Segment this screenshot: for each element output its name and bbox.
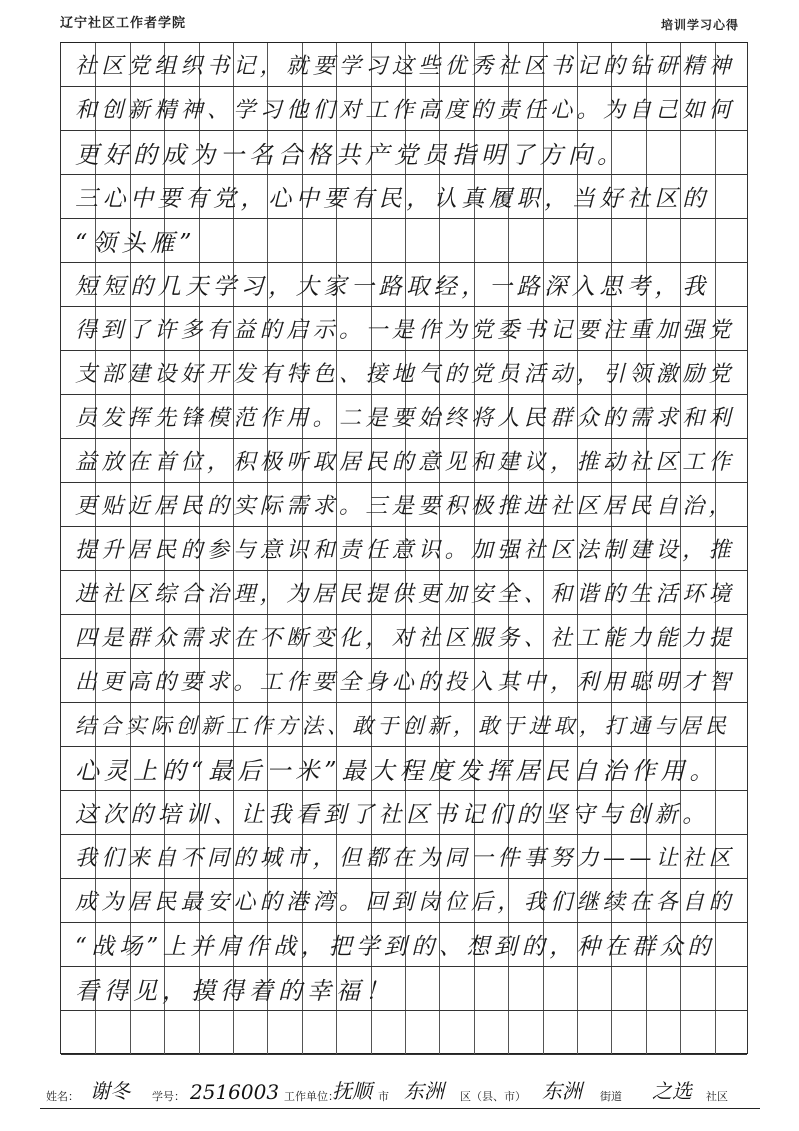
- grid-cell-divider: [611, 219, 612, 262]
- handwritten-line: 社区党组织书记，就要学习这些优秀社区书记的钻研精神: [75, 54, 736, 79]
- handwritten-line: 心灵上的“最后一米”最大程度发挥居民自治作用。: [75, 757, 719, 785]
- grid-cell-divider: [715, 967, 716, 1010]
- grid-cell-divider: [439, 219, 440, 262]
- grid-cell-divider: [405, 1011, 406, 1054]
- district-value: 东洲: [404, 1079, 444, 1103]
- handwritten-line: 支部建设好开发有特色、接地气的党员活动，引领激励党: [75, 362, 736, 387]
- grid-cell-divider: [680, 967, 681, 1010]
- writing-grid: [60, 42, 748, 1054]
- grid-row: [61, 43, 747, 87]
- grid-cell-divider: [302, 1011, 303, 1054]
- grid-cell-divider: [474, 1011, 475, 1054]
- grid-cell-divider: [508, 1011, 509, 1054]
- grid-cell-divider: [715, 175, 716, 218]
- grid-cell-divider: [577, 1011, 578, 1054]
- community-value: 之选: [652, 1079, 692, 1103]
- grid-cell-divider: [680, 1011, 681, 1054]
- work-unit-label: 工作单位：: [284, 1090, 339, 1103]
- grid-row: [61, 175, 747, 219]
- grid-cell-divider: [508, 219, 509, 262]
- handwritten-line: 更贴近居民的实际需求。三是要积极推进社区居民自治，: [75, 494, 736, 519]
- grid-cell-divider: [577, 219, 578, 262]
- handwritten-line: 结合实际创新工作方法、敢于创新，敢于进取，打通与居民: [75, 713, 731, 738]
- grid-cell-divider: [267, 1011, 268, 1054]
- grid-cell-divider: [474, 967, 475, 1010]
- footer-info: [40, 1072, 760, 1109]
- city-label: 市: [378, 1090, 389, 1103]
- district-label: 区（县、市）: [460, 1090, 526, 1103]
- street-value: 东洲: [542, 1079, 582, 1103]
- grid-cell-divider: [336, 1011, 337, 1054]
- handwritten-line: 看得见，摸得着的幸福！: [75, 977, 394, 1005]
- grid-cell-divider: [164, 1011, 165, 1054]
- grid-cell-divider: [646, 967, 647, 1010]
- grid-cell-divider: [508, 967, 509, 1010]
- grid-cell-divider: [646, 131, 647, 174]
- grid-row: [61, 527, 747, 571]
- grid-cell-divider: [577, 967, 578, 1010]
- grid-cell-divider: [302, 219, 303, 262]
- grid-row: [61, 263, 747, 307]
- grid-row: [61, 131, 747, 175]
- handwritten-line: 四是群众需求在不断变化，对社区服务、社工能力能力提: [75, 626, 736, 651]
- grid-cell-divider: [371, 1011, 372, 1054]
- grid-cell-divider: [646, 219, 647, 262]
- handwritten-line: 员发挥先锋模范作用。二是要始终将人民群众的需求和利: [75, 406, 736, 431]
- grid-cell-divider: [715, 1011, 716, 1054]
- grid-row: [61, 967, 747, 1011]
- handwritten-line: 成为居民最安心的港湾。回到岗位后，我们继续在各自的: [75, 890, 736, 915]
- handwritten-line: [61, 1011, 75, 1054]
- grid-cell-divider: [199, 219, 200, 262]
- grid-row: [61, 395, 747, 439]
- grid-cell-divider: [611, 967, 612, 1010]
- grid-cell-divider: [233, 219, 234, 262]
- grid-row: [61, 615, 747, 659]
- grid-row: [61, 307, 747, 351]
- name-value: 谢冬: [90, 1079, 130, 1103]
- grid-row: [61, 483, 747, 527]
- handwritten-line: 和创新精神、学习他们对工作高度的责任心。为自己如何: [75, 98, 736, 123]
- grid-cell-divider: [474, 219, 475, 262]
- street-label: 街道: [600, 1090, 622, 1103]
- grid-cell-divider: [267, 219, 268, 262]
- grid-cell-divider: [543, 1011, 544, 1054]
- grid-cell-divider: [233, 1011, 234, 1054]
- community-label: 社区: [706, 1090, 728, 1103]
- grid-row: [61, 351, 747, 395]
- handwritten-line: 三心中要有党，心中要有民，认真履职，当好社区的: [75, 186, 710, 212]
- grid-cell-divider: [199, 1011, 200, 1054]
- grid-row: [61, 1011, 747, 1055]
- grid-row: [61, 703, 747, 747]
- grid-row: [61, 835, 747, 879]
- grid-cell-divider: [680, 219, 681, 262]
- grid-row: [61, 87, 747, 131]
- grid-row: [61, 879, 747, 923]
- grid-cell-divider: [715, 263, 716, 306]
- grid-row: [61, 747, 747, 791]
- grid-cell-divider: [715, 219, 716, 262]
- handwritten-line: 益放在首位，积极听取居民的意见和建议，推动社区工作: [75, 450, 736, 475]
- grid-cell-divider: [543, 967, 544, 1010]
- handwritten-line: 短短的几天学习，大家一路取经，一路深入思考，我: [75, 274, 710, 300]
- grid-cell-divider: [130, 1011, 131, 1054]
- grid-cell-divider: [405, 967, 406, 1010]
- handwritten-line: “战场”上并肩作战，把学到的、想到的，种在群众的: [75, 934, 715, 960]
- handwritten-line: 这次的培训、让我看到了社区书记们的坚守与创新。: [75, 802, 710, 828]
- grid-cell-divider: [371, 219, 372, 262]
- grid-cell-divider: [715, 131, 716, 174]
- handwritten-line: 进社区综合治理，为居民提供更加安全、和谐的生活环境: [75, 582, 736, 607]
- student-id-label: 学号：: [152, 1090, 185, 1103]
- grid-row: [61, 439, 747, 483]
- grid-row: [61, 791, 747, 835]
- handwritten-line: 更好的成为一名合格共产党员指明了方向。: [75, 141, 626, 169]
- grid-row: [61, 659, 747, 703]
- handwritten-line: 我们来自不同的城市，但都在为同一件事努力——让社区: [75, 846, 736, 871]
- grid-row: [61, 923, 747, 967]
- handwritten-line: 出更高的要求。工作要全身心的投入其中，利用聪明才智: [75, 670, 736, 695]
- grid-cell-divider: [405, 219, 406, 262]
- grid-cell-divider: [715, 791, 716, 834]
- city-value: 抚顺: [332, 1079, 372, 1103]
- grid-cell-divider: [646, 1011, 647, 1054]
- name-label: 姓名：: [46, 1090, 79, 1103]
- grid-cell-divider: [336, 219, 337, 262]
- grid-row: [61, 219, 747, 263]
- grid-cell-divider: [439, 967, 440, 1010]
- grid-row: [61, 571, 747, 615]
- grid-cell-divider: [439, 1011, 440, 1054]
- grid-cell-divider: [611, 1011, 612, 1054]
- handwritten-line: 得到了许多有益的启示。一是作为党委书记要注重加强党: [75, 318, 736, 343]
- grid-cell-divider: [543, 219, 544, 262]
- document-type: 培训学习心得: [660, 18, 739, 32]
- student-id-value: 2516003: [190, 1080, 280, 1104]
- handwritten-line: “领头雁”: [75, 229, 197, 257]
- grid-cell-divider: [680, 131, 681, 174]
- handwritten-line: 提升居民的参与意识和责任意识。加强社区法制建设，推: [75, 538, 736, 563]
- institution-name: 辽宁社区工作者学院: [60, 16, 187, 31]
- grid-cell-divider: [95, 1011, 96, 1054]
